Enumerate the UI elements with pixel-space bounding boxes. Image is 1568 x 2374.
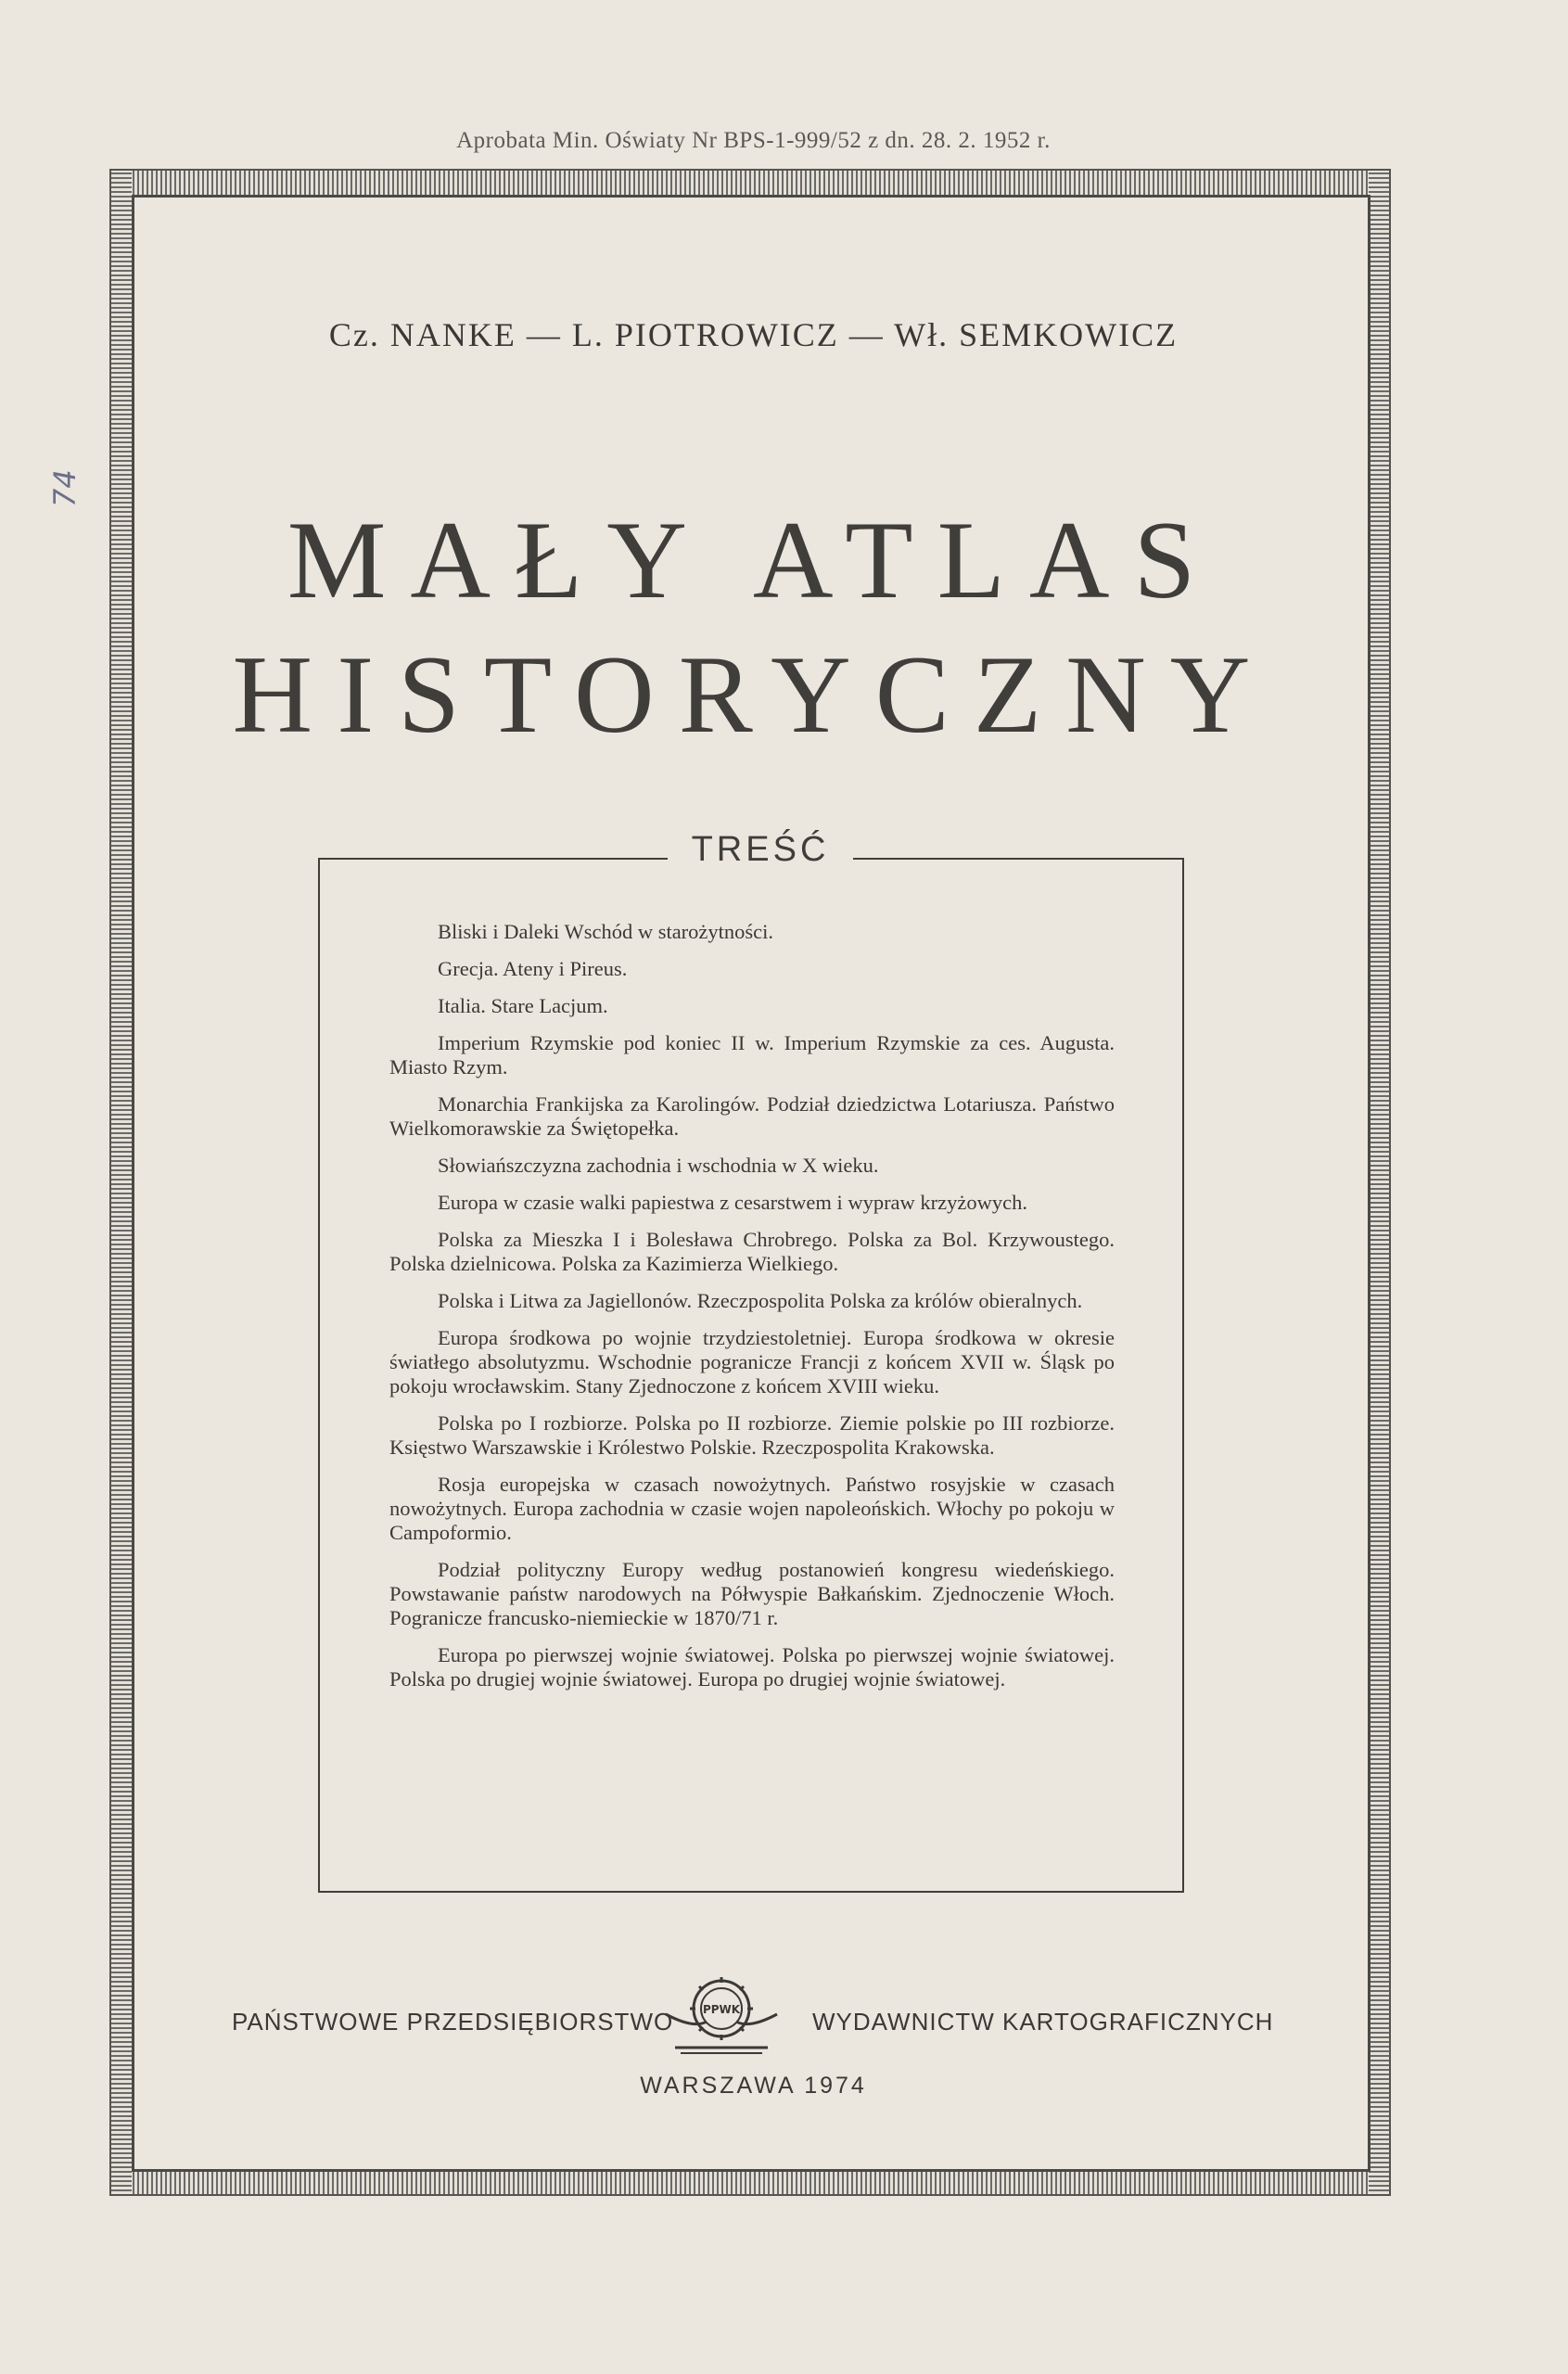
publisher-left: PAŃSTWOWE PRZEDSIĘBIORSTWO: [232, 2008, 674, 2036]
toc-item: Polska po I rozbiorze. Polska po II rozbiorze. Ziemie polskie po III rozbiorze. Księstwo Warszawskie i Królestwo Polskie. Rzeczpospolita Krakowska.: [389, 1411, 1115, 1459]
authors-line: Cz. NANKE — L. PIOTROWICZ — Wł. SEMKOWICZ: [328, 316, 1179, 353]
toc-item: Grecja. Ateny i Pireus.: [438, 957, 628, 980]
toc-item: Rosja europejska w czasach nowożytnych. Państwo rosyjskie w czasach nowożytnych. Europa zachodnia w czasie wojen napoleońskich. Włochy po pokoju w Campoformio.: [389, 1473, 1115, 1544]
publisher-logo-icon: [647, 1973, 796, 2057]
title-line-1: MAŁY ATLAS: [287, 498, 1220, 621]
svg-text:74: 74: [47, 469, 83, 507]
toc-heading: TREŚĆ: [668, 830, 853, 870]
publisher-right: WYDAWNICTW KARTOGRAFICZNYCH: [812, 2008, 1274, 2036]
toc-item: Monarchia Frankijska za Karolingów. Podział dziedzictwa Lotariusza. Państwo Wielkomorawskie za Świętopełka.: [389, 1092, 1115, 1140]
toc-item: Polska i Litwa za Jagiellonów. Rzeczpospolita Polska za królów obieralnych.: [438, 1289, 1083, 1312]
toc-item: Italia. Stare Lacjum.: [438, 994, 608, 1017]
svg-text:PPWK: PPWK: [702, 2003, 741, 2016]
toc-item: Europa w czasie walki papiestwa z cesarstwem i wypraw krzyżowych.: [438, 1191, 1027, 1214]
city-year: WARSZAWA 1974: [640, 2073, 867, 2099]
toc-item: Podział polityczny Europy według postanowień kongresu wiedeńskiego. Powstawanie państw narodowych na Półwyspie Bałkańskim. Zjednoczenie Włoch. Pogranicze francusko-niemieckie w 1870/71 r.: [389, 1558, 1115, 1629]
toc-item: Europa po pierwszej wojnie światowej. Polska po pierwszej wojnie światowej. Polska po drugiej wojnie światowej. Europa po drugiej wojnie światowej.: [389, 1643, 1115, 1691]
toc-item: Polska za Mieszka I i Bolesława Chrobrego. Polska za Bol. Krzywoustego. Polska dzielnicowa. Polska za Kazimierza Wielkiego.: [389, 1228, 1115, 1275]
toc-item: Imperium Rzymskie pod koniec II w. Imperium Rzymskie za ces. Augusta. Miasto Rzym.: [389, 1031, 1115, 1079]
approval-line: Aprobata Min. Oświaty Nr BPS-1-999/52 z dn. 28. 2. 1952 r.: [456, 128, 1051, 153]
toc-item: Europa środkowa po wojnie trzydziestoletniej. Europa środkowa w okresie światłego absolutyzmu. Wschodnie pogranicze Francji z końcem XVII w. Śląsk po pokoju wrocławskim. Stany Zjednoczone z końcem XVIII wieku.: [389, 1326, 1115, 1398]
toc-list: [389, 920, 1115, 1704]
toc-item: Słowiańszczyzna zachodnia i wschodnia w X wieku.: [438, 1154, 879, 1177]
title-line-2: HISTORYCZNY: [232, 632, 1275, 756]
toc-item: Bliski i Daleki Wschód w starożytności.: [438, 920, 774, 943]
